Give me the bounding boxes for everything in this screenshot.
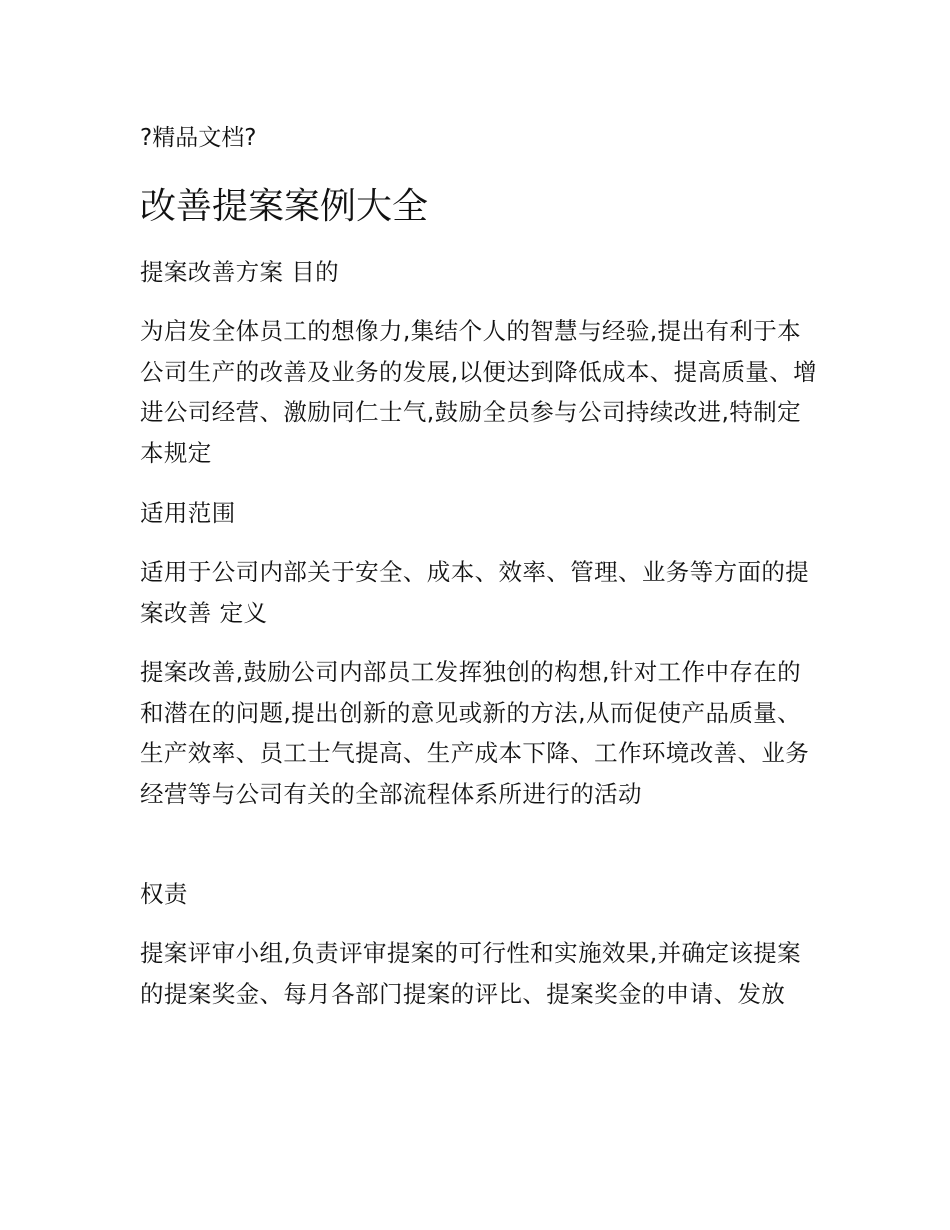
- section-heading-scope: 适用范围: [140, 499, 236, 527]
- paragraph-purpose: 为启发全体员工的想像力,集结个人的智慧与经验,提出有利于本公司生产的改善及业务的发展,以便达到降低成本、提高质量、增进公司经营、激励同仁士气,鼓励全员参与公司持续改进,特制定本规定: [140, 317, 818, 467]
- header-note: ?精品文档?: [140, 125, 257, 151]
- section-heading-responsibility: 权责: [140, 880, 188, 908]
- document-title: 改善提案案例大全: [140, 186, 429, 227]
- section-heading-purpose: 提案改善方案 目的: [140, 258, 340, 286]
- paragraph-responsibility: 提案评审小组,负责评审提案的可行性和实施效果,并确定该提案的提案奖金、每月各部门提案的评比、提案奖金的申请、发放: [140, 939, 802, 1008]
- paragraph-scope: 适用于公司内部关于安全、成本、效率、管理、业务等方面的提案改善 定义: [140, 558, 810, 627]
- paragraph-definition: 提案改善,鼓励公司内部员工发挥独创的构想,针对工作中存在的和潜在的问题,提出创新的意见或新的方法,从而促使产品质量、生产效率、员工士气提高、生产成本下降、工作环境改善、业务经营等与公司有关的全部流程体系所进行的活动: [140, 658, 810, 808]
